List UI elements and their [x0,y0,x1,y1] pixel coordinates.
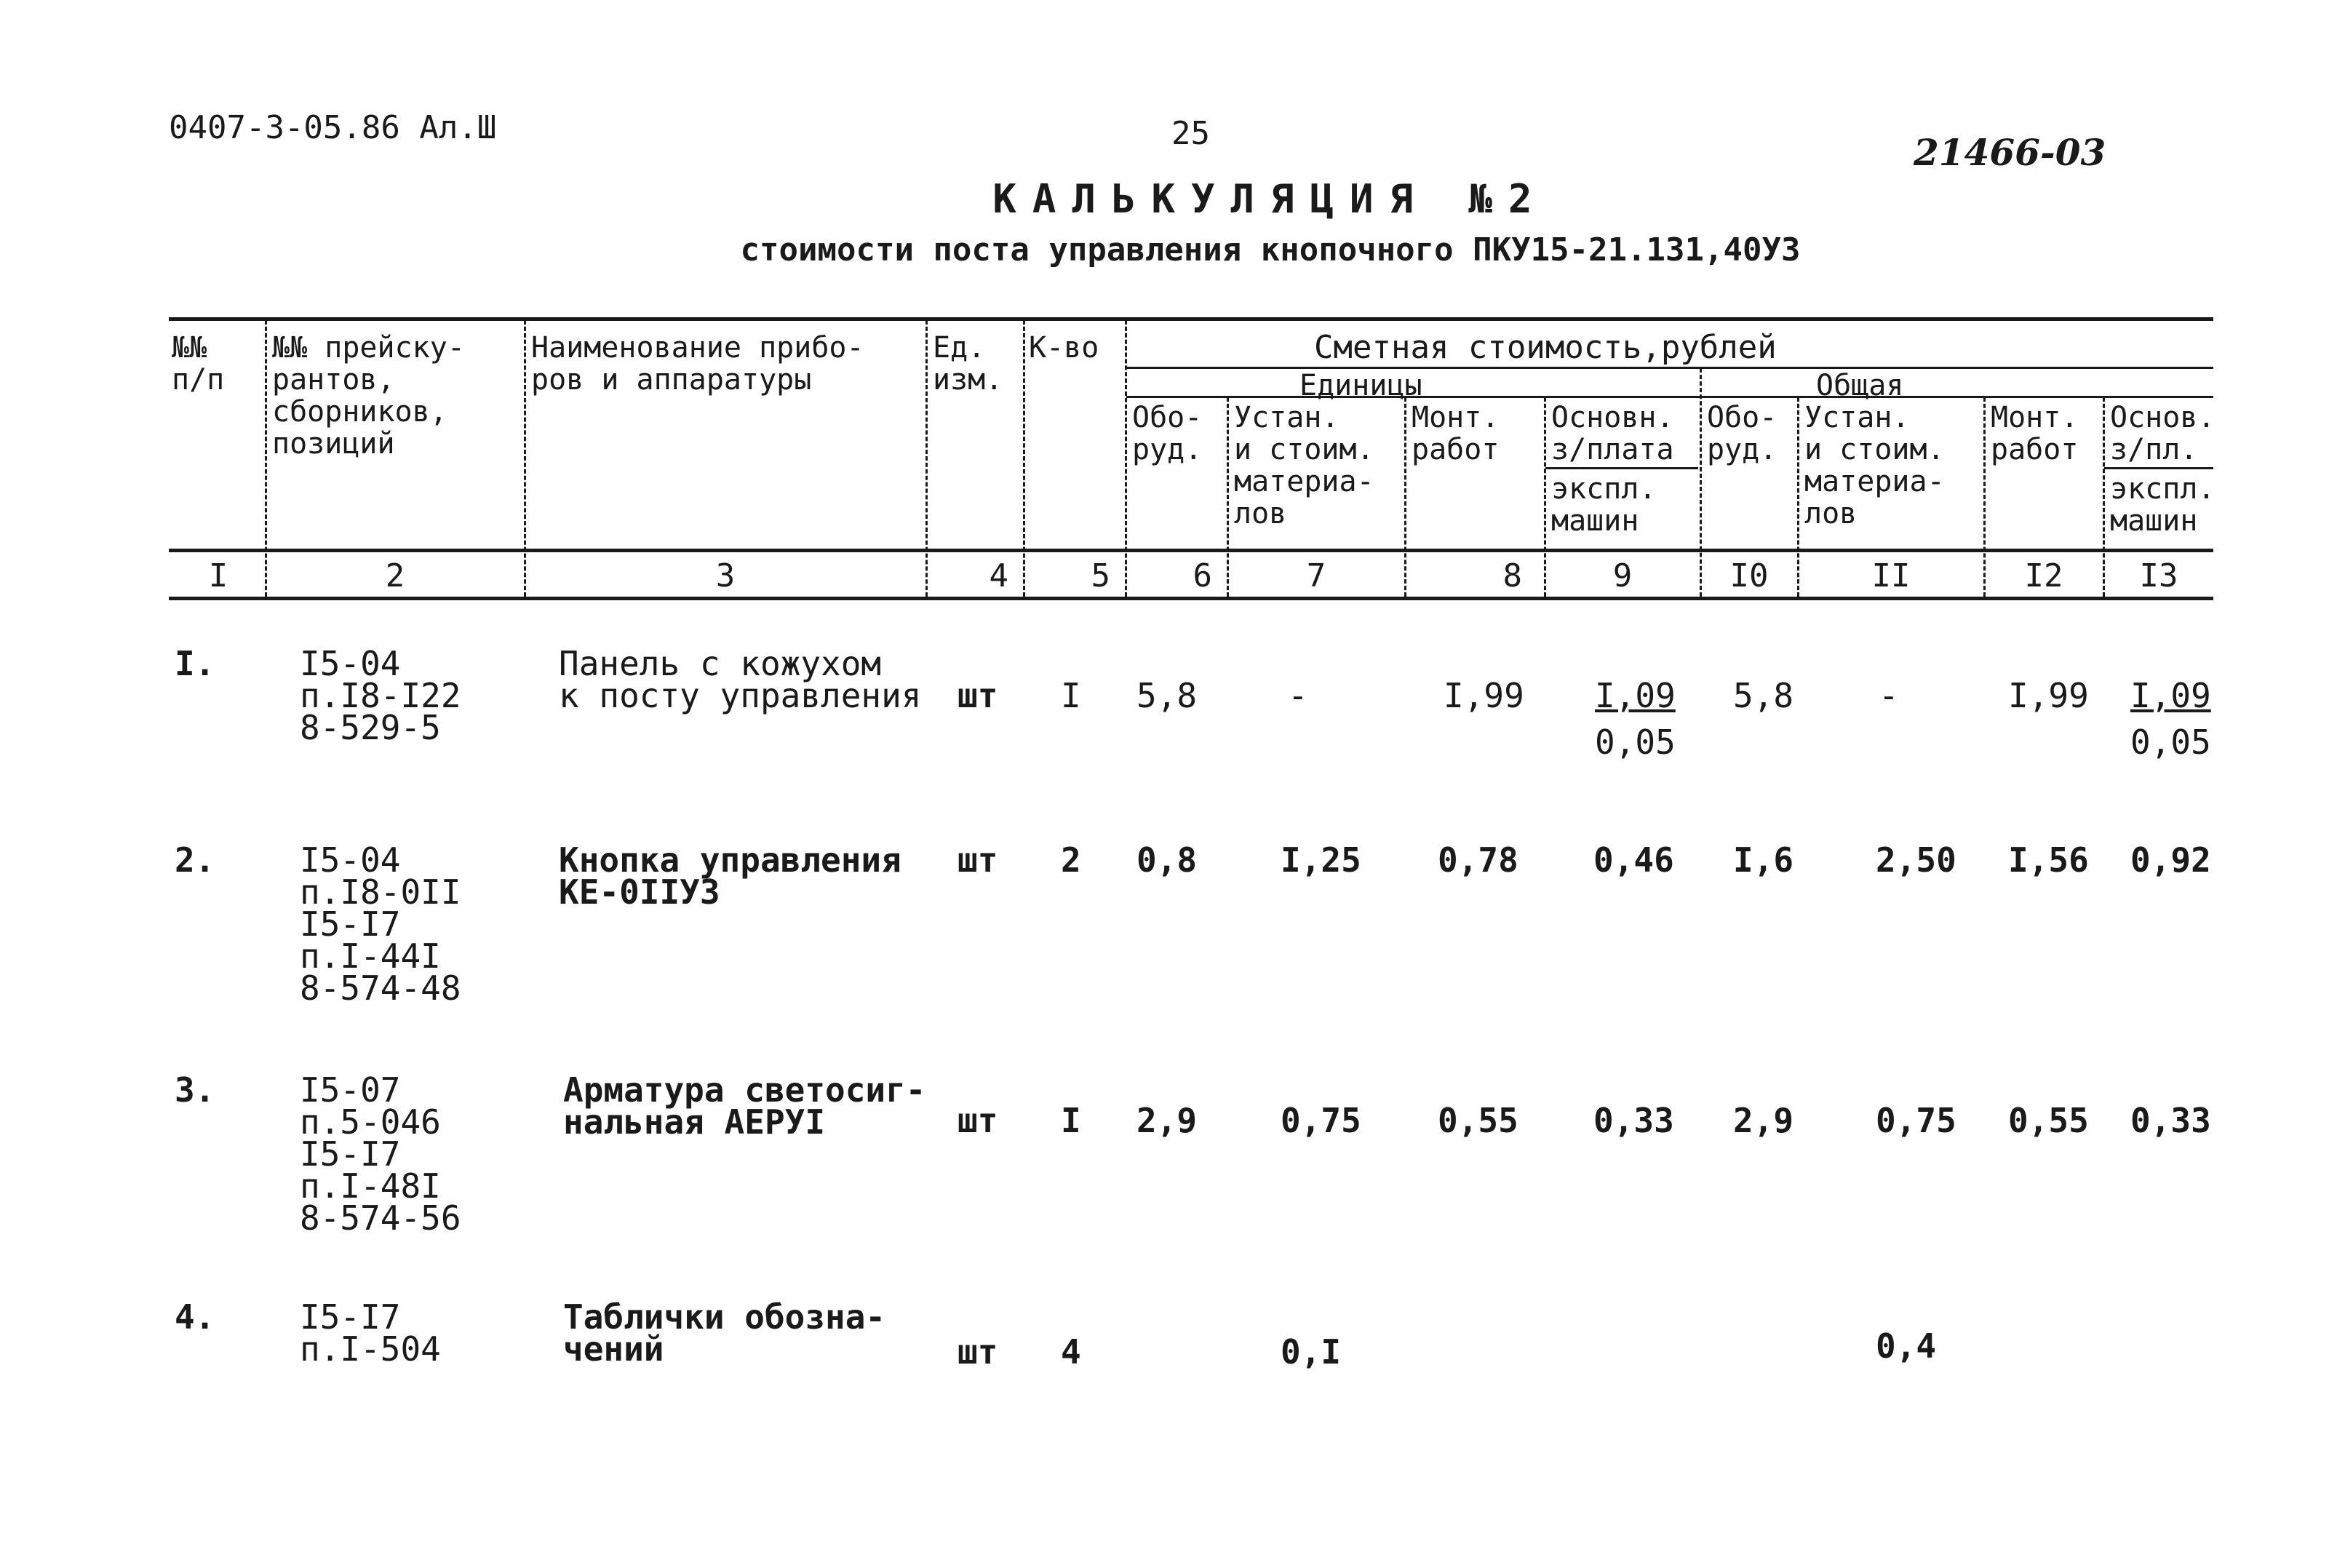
handwritten-number: 21466-03 [1914,131,2106,174]
page-number: 25 [1171,115,1210,152]
header-wages-total: Основ. з/пл. [2110,401,2215,466]
header-machines-unit: экспл. машин [1551,472,1657,538]
row-wages-unit: 0,46 [1593,840,1674,880]
header-unit: Ед. изм. [933,331,1003,397]
column-number: 6 [1193,557,1212,594]
col13-split-rule [2104,467,2213,469]
column-number: I0 [1729,557,1769,594]
row-install-materials-total: 0,4 [1876,1326,1937,1366]
column-number: 7 [1306,557,1326,594]
row-equipment-total: 2,9 [1733,1101,1794,1140]
row-mounting-unit: I,99 [1444,676,1524,715]
row-quantity: 2 [1061,840,1081,880]
row-unit: шт [958,676,998,715]
row-install-materials-unit: I,25 [1281,840,1361,880]
subgroup-divider-rule [1126,396,2213,398]
row-mounting-unit: 0,78 [1438,840,1518,880]
col-separator [1023,320,1025,597]
row-machines-total: 0,05 [2130,723,2211,762]
row-references: I5-04 п.I8-I22 8-529-5 [300,644,461,747]
row-references: I5-04 п.I8-0II I5-I7 п.I-44I 8-574-48 [300,840,461,1008]
row-unit: шт [958,1332,998,1372]
row-wages-unit: I,09 [1595,676,1676,715]
column-number: I [208,557,228,594]
row-item-name: Арматура светосиг- нальная АЕРУI [563,1070,926,1142]
col-separator [524,320,526,597]
row-equipment-unit: 5,8 [1136,676,1198,715]
column-number: II [1871,557,1911,594]
row-equipment-total: I,6 [1733,840,1794,880]
column-number: 5 [1091,557,1110,594]
header-per-unit-group: Единицы [1299,369,1422,402]
row-quantity: I [1061,676,1081,715]
row-install-materials-total: 0,75 [1876,1101,1956,1140]
table-top-rule [169,317,2213,321]
row-install-materials-total: 2,50 [1876,840,1956,880]
row-references: I5-I7 п.I-504 [300,1297,441,1369]
column-number: 4 [989,557,1008,594]
row-machines-unit: 0,05 [1595,723,1676,762]
header-equipment-unit: Обо- руд. [1132,401,1203,466]
row-mounting-total: I,56 [2008,840,2089,880]
header-wages-unit: Основн. з/плата [1551,401,1674,466]
row-wages-total: I,09 [2130,676,2211,715]
row-unit: шт [958,1101,998,1140]
row-equipment-total: 5,8 [1733,676,1794,715]
header-row-number: №№ п/п [172,331,225,397]
group-divider-rule [1126,367,2213,369]
document-code: 0407-3-05.86 Ал.Ш [169,109,497,146]
header-equipment-total: Обо- руд. [1707,401,1777,466]
header-total-group: Общая [1816,369,1904,402]
row-item-name: Кнопка управления КЕ-0IIУ3 [559,840,901,912]
row-item-name: Таблички обозна- чений [563,1297,886,1369]
row-quantity: I [1061,1101,1081,1140]
col-separator [925,320,928,597]
row-wages-total: 0,92 [2130,840,2211,880]
row-wages-unit: 0,33 [1593,1101,1674,1140]
col-separator [1125,320,1127,597]
col9-split-rule [1545,467,1698,469]
row-number: 4. [175,1297,215,1337]
header-machines-total: экспл. машин [2110,472,2215,538]
row-number: 3. [175,1070,215,1110]
document-title: КАЛЬКУЛЯЦИЯ №2 [992,176,1548,222]
row-mounting-total: I,99 [2008,676,2089,715]
row-install-materials-unit: 0,I [1281,1332,1342,1372]
row-mounting-unit: 0,55 [1438,1101,1518,1140]
row-number: I. [175,644,215,683]
column-number: I2 [2024,557,2063,594]
col-separator [265,320,267,597]
column-numbers-rule [169,597,2213,600]
row-wages-total: 0,33 [2130,1101,2211,1140]
row-equipment-unit: 2,9 [1136,1101,1198,1140]
column-number: 3 [715,557,736,594]
header-install-materials-unit: Устан. и стоим. материа- лов [1234,401,1374,530]
header-estimated-cost-group: Сметная стоимость,рублей [1314,329,1777,366]
row-references: I5-07 п.5-046 I5-I7 п.I-48I 8-574-56 [300,1070,461,1238]
header-install-materials-total: Устан. и стоим. материа- лов [1804,401,1945,530]
row-quantity: 4 [1061,1332,1081,1372]
column-number: 2 [385,557,405,594]
column-number: 9 [1612,557,1633,594]
row-equipment-unit: 0,8 [1136,840,1198,880]
header-bottom-rule [169,549,2213,552]
header-mounting-unit: Монт. работ [1412,401,1500,466]
row-number: 2. [175,840,215,880]
row-item-name: Панель с кожухом к посту управления [559,644,922,715]
row-mounting-total: 0,55 [2008,1101,2089,1140]
header-item-name: Наименование прибо- ров и аппаратуры [531,331,864,397]
column-number: 8 [1502,557,1522,594]
column-number: I3 [2139,557,2178,594]
document-subtitle: стоимости поста управления кнопочного ПКУ15-21.131,40У3 [740,231,1801,268]
row-install-materials-unit: - [1288,676,1308,715]
header-price-references: №№ прейску- рантов, сборников, позиций [272,331,465,461]
header-mounting-total: Монт. работ [1991,401,2079,466]
row-install-materials-unit: 0,75 [1281,1101,1361,1140]
row-install-materials-total: - [1879,676,1899,715]
row-unit: шт [958,840,998,880]
header-quantity: К-во [1029,331,1099,365]
